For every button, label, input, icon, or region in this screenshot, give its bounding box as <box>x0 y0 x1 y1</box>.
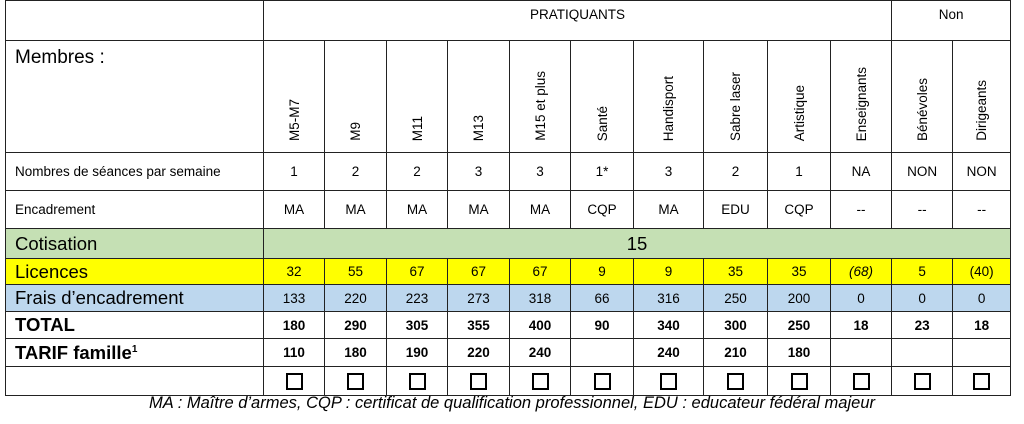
cell: (40) <box>953 259 1011 285</box>
checkbox-cell <box>571 367 634 396</box>
cell: 18 <box>831 312 892 339</box>
cell: 18 <box>953 312 1011 339</box>
cell: 5 <box>892 259 953 285</box>
cell: 180 <box>325 339 387 367</box>
cell: 1* <box>571 153 634 191</box>
encadrement-row <box>6 191 1011 229</box>
cell: MA <box>264 191 325 229</box>
checkbox[interactable] <box>973 373 990 390</box>
footnote-marker: 1 <box>131 343 138 355</box>
cell: 200 <box>768 285 831 312</box>
cell: (68) <box>831 259 892 285</box>
checkbox-row <box>6 367 1011 396</box>
checkbox-cell <box>953 367 1011 396</box>
cell: 3 <box>634 153 704 191</box>
cell: CQP <box>768 191 831 229</box>
cell: 110 <box>264 339 325 367</box>
checkbox-cell <box>892 367 953 396</box>
cell: 305 <box>387 312 448 339</box>
cell: MA <box>325 191 387 229</box>
cotisation-value: 15 <box>264 229 1011 259</box>
row-label: Frais d’encadrement <box>6 285 264 312</box>
tarif-label: TARIF famille <box>15 341 132 363</box>
cell: 340 <box>634 312 704 339</box>
cell: 250 <box>704 285 768 312</box>
group-header-row <box>6 1 1011 41</box>
cell: 2 <box>704 153 768 191</box>
checkbox[interactable] <box>594 373 611 390</box>
empty-corner-cell <box>6 1 264 41</box>
cell: 180 <box>264 312 325 339</box>
frais-row <box>6 285 1011 312</box>
cell: 400 <box>510 312 571 339</box>
pratiquants-header: PRATIQUANTS <box>264 1 892 41</box>
cell: 273 <box>448 285 510 312</box>
checkbox[interactable] <box>914 373 931 390</box>
cell: CQP <box>571 191 634 229</box>
cell: 190 <box>387 339 448 367</box>
row-label: Encadrement <box>6 191 264 229</box>
cell: 220 <box>448 339 510 367</box>
cell: 240 <box>634 339 704 367</box>
cell: 1 <box>768 153 831 191</box>
category-header: Artistique <box>768 41 831 153</box>
cell: MA <box>634 191 704 229</box>
row-label: Licences <box>6 259 264 285</box>
cell: 355 <box>448 312 510 339</box>
cell: 67 <box>510 259 571 285</box>
cell: 316 <box>634 285 704 312</box>
row-label: Cotisation <box>6 229 264 259</box>
category-header: M15 et plus <box>510 41 571 153</box>
category-header: Bénévoles <box>892 41 953 153</box>
tarifs-table <box>5 0 1011 396</box>
checkbox[interactable] <box>409 373 426 390</box>
cotisation-row <box>6 229 1011 259</box>
checkbox[interactable] <box>727 373 744 390</box>
cell: 2 <box>387 153 448 191</box>
cell: 2 <box>325 153 387 191</box>
cell: 67 <box>387 259 448 285</box>
cell: MA <box>510 191 571 229</box>
checkbox[interactable] <box>660 373 677 390</box>
category-header: M9 <box>325 41 387 153</box>
cell: 9 <box>571 259 634 285</box>
cell: 66 <box>571 285 634 312</box>
row-label: Nombres de séances par semaine <box>6 153 264 191</box>
cell <box>892 339 953 367</box>
category-header: Handisport <box>634 41 704 153</box>
cell: 35 <box>768 259 831 285</box>
row-label <box>6 339 264 367</box>
cell: 3 <box>510 153 571 191</box>
checkbox[interactable] <box>347 373 364 390</box>
footnote: MA : Maître d’armes, CQP : certificat de qualification professionnel, EDU : educateur fédéral majeur <box>148 394 875 412</box>
checkbox-cell <box>634 367 704 396</box>
cell: 300 <box>704 312 768 339</box>
cell: NON <box>892 153 953 191</box>
cell: 3 <box>448 153 510 191</box>
cell: 9 <box>634 259 704 285</box>
category-header: Santé <box>571 41 634 153</box>
checkbox-cell <box>448 367 510 396</box>
cell: NON <box>953 153 1011 191</box>
cell: 180 <box>768 339 831 367</box>
cell: 240 <box>510 339 571 367</box>
cell: 35 <box>704 259 768 285</box>
cell: 290 <box>325 312 387 339</box>
category-header-row <box>6 41 1011 153</box>
cell: 250 <box>768 312 831 339</box>
checkbox[interactable] <box>791 373 808 390</box>
cell: 90 <box>571 312 634 339</box>
cell: NA <box>831 153 892 191</box>
cell <box>953 339 1011 367</box>
cell <box>831 339 892 367</box>
cell: 223 <box>387 285 448 312</box>
category-header: M11 <box>387 41 448 153</box>
cell: 220 <box>325 285 387 312</box>
total-row <box>6 312 1011 339</box>
licences-row <box>6 259 1011 285</box>
category-header: M13 <box>448 41 510 153</box>
seances-row <box>6 153 1011 191</box>
cell: 0 <box>831 285 892 312</box>
checkbox[interactable] <box>286 373 303 390</box>
category-header: M5-M7 <box>264 41 325 153</box>
cell: 0 <box>892 285 953 312</box>
empty-cell <box>6 367 264 396</box>
cell: 133 <box>264 285 325 312</box>
checkbox-cell <box>510 367 571 396</box>
cell: 0 <box>953 285 1011 312</box>
cell: 23 <box>892 312 953 339</box>
cell: 32 <box>264 259 325 285</box>
checkbox-cell <box>831 367 892 396</box>
checkbox-cell <box>387 367 448 396</box>
checkbox[interactable] <box>532 373 549 390</box>
category-header: Sabre laser <box>704 41 768 153</box>
row-label: TOTAL <box>6 312 264 339</box>
checkbox[interactable] <box>853 373 870 390</box>
checkbox-cell <box>704 367 768 396</box>
cell: 67 <box>448 259 510 285</box>
cell: 318 <box>510 285 571 312</box>
cell: 1 <box>264 153 325 191</box>
cell: -- <box>831 191 892 229</box>
cell: 55 <box>325 259 387 285</box>
cell: MA <box>448 191 510 229</box>
membres-label: Membres : <box>6 41 264 153</box>
checkbox-cell <box>264 367 325 396</box>
tarif-row <box>6 339 1011 367</box>
cell: -- <box>953 191 1011 229</box>
checkbox[interactable] <box>470 373 487 390</box>
category-header: Dirigeants <box>953 41 1011 153</box>
checkbox-cell <box>768 367 831 396</box>
cell: 210 <box>704 339 768 367</box>
category-header: Enseignants <box>831 41 892 153</box>
checkbox-cell <box>325 367 387 396</box>
cell <box>571 339 634 367</box>
cell: MA <box>387 191 448 229</box>
non-header: Non <box>892 1 1011 41</box>
cell: EDU <box>704 191 768 229</box>
cell: -- <box>892 191 953 229</box>
